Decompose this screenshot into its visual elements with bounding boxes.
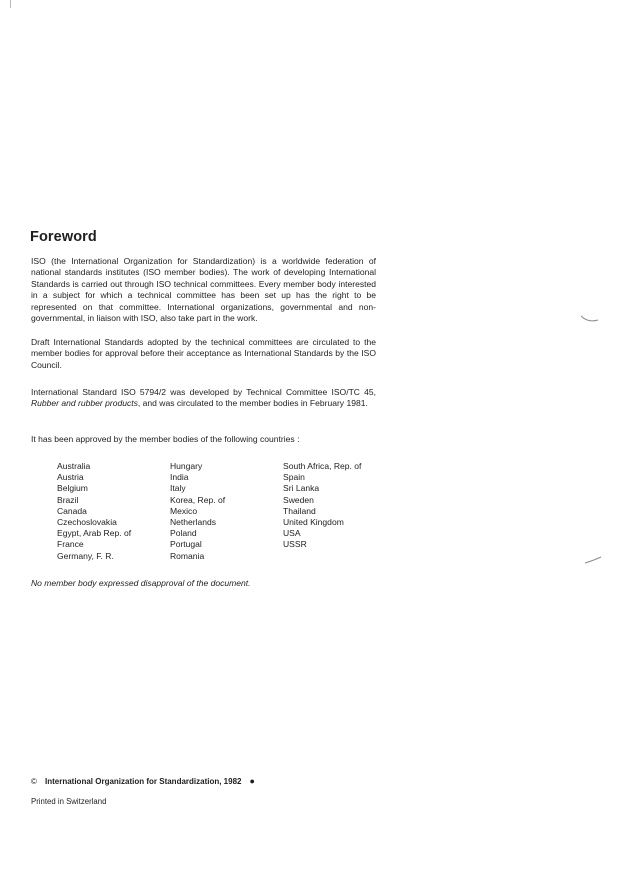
country-item: Romania [170,550,205,561]
country-item: Korea, Rep. of [170,494,226,505]
country-column-3 [283,461,361,551]
copyright-text: International Organization for Standardization, 1982 [45,777,242,786]
page-title: Foreword [30,229,97,245]
country-item: Sri Lanka [283,483,320,494]
country-item: Canada [57,505,87,516]
country-item: USA [283,528,301,539]
country-item: Czechoslovakia [57,517,117,528]
country-item: United Kingdom [283,517,344,528]
country-item: Belgium [57,483,88,494]
country-item: Germany, F. R. [57,550,114,561]
committee-title: Rubber and rubber products [31,398,138,409]
country-item: Egypt, Arab Rep. of [57,528,132,539]
country-item: USSR [283,539,307,550]
paragraph-standard-development [31,387,376,410]
country-item: South Africa, Rep. of [283,461,362,471]
paragraph-iso-intro: ISO (the International Organization for Standardization) is a worldwide federation of national standards institutes (ISO member bodies). The work of developing International Standards is carried out through ISO technical committees. Every member body interested in a subject for which a technical committee has been set up has the right to be represented on that committee. International organizations, governmental and non-governmental, in liaison with ISO, also take part in the work. [31,256,376,324]
copyright-line [31,776,255,786]
standard-development-text-end: , and was circulated to the member bodies in February 1981. [137,398,368,409]
country-item: Hungary [170,461,203,471]
country-item: Sweden [283,494,314,505]
country-item: Spain [283,472,305,483]
country-item: Australia [57,461,91,471]
country-item: Austria [57,472,84,483]
page-edge-mark [10,0,11,8]
country-column-2 [170,461,225,562]
paragraph-draft-standards: Draft International Standards adopted by the technical committees are circulated to the member bodies for approval before their acceptance as International Standards by the ISO Council. [31,337,376,370]
country-item: Portugal [170,539,202,550]
country-item: Thailand [283,505,316,516]
paragraph-approval: It has been approved by the member bodies of the following countries : [31,434,300,444]
copyright-icon: © [31,777,37,786]
country-item: Netherlands [170,517,217,528]
scan-mark [584,556,604,566]
country-item: Italy [170,483,186,494]
standard-development-text: International Standard ISO 5794/2 was developed by Technical Committee ISO/TC 45, [31,387,376,397]
country-item: India [170,472,189,483]
scan-mark [580,314,600,324]
printed-location: Printed in Switzerland [31,797,107,806]
country-item: France [57,539,84,550]
disapproval-note: No member body expressed disapproval of the document. [31,578,251,588]
bullet-icon: ● [249,776,255,786]
country-column-1 [57,461,131,562]
country-item: Mexico [170,505,198,516]
country-list [57,461,397,565]
country-item: Poland [170,528,197,539]
country-item: Brazil [57,494,79,505]
